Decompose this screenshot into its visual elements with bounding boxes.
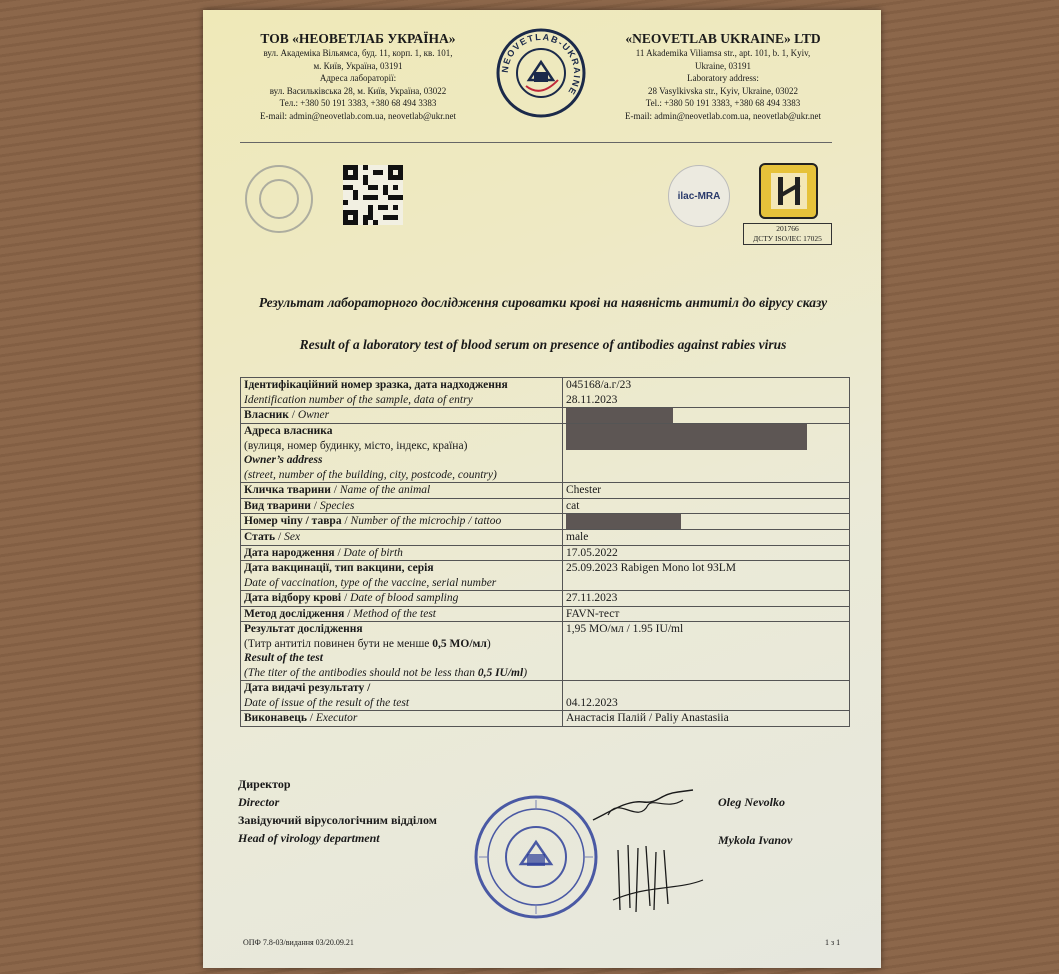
row-label-en: Owner’s address [244,454,323,466]
head-name: Mykola Ivanov [718,833,793,847]
row-label: Ідентифікаційний номер зразка, дата надходження [244,379,508,391]
header-ukrainian [233,30,483,122]
table-row: Номер чіпу / тавра / Number of the microchip / tattoo [241,514,850,530]
header-line: м. Київ, Україна, 03191 [313,60,403,71]
threshold-ua: 0,5 МО/мл [432,637,487,650]
sex-value: male [563,530,850,546]
header-line: Тел.: +380 50 191 3383, +380 68 494 3383 [279,98,437,108]
director-name: Oleg Nevolko [718,795,785,809]
head-title-en: Head of virology department [238,831,380,845]
official-stamp-icon [471,792,601,922]
vaccination-value: 25.09.2023 Rabigen Mono lot 93LM [563,561,850,591]
row-sublabel: ) [486,637,491,650]
header-line: E-mail: admin@neovetlab.com.ua, neovetlab@ukr.net [624,110,822,121]
row-label: Дата народження [244,546,335,559]
blood-sampling-date: 27.11.2023 [563,591,850,607]
test-result: 1,95 МО/мл / 1.95 IU/ml [563,622,850,681]
title-ukrainian: Результат лабораторного дослідження сироватки крові на наявність антитіл до вірусу сказу [258,295,828,310]
accreditation-standard: ДСТУ ISO/IEC 17025 [753,234,822,243]
header-line: Tel.: +380 50 191 3383, +380 68 494 3383 [645,98,801,108]
row-sublabel: (вулиця, номер будинку, місто, індекс, країна) [244,439,468,452]
row-label-en: Owner [297,409,330,421]
animal-name: Chester [563,483,850,499]
row-label: Метод дослідження [244,607,345,620]
header-line: вул. Васильківська 28, м. Київ, Україна, 03022 [269,85,447,96]
form-code: ОПФ 7.8-03/видання 03/20.09.21 [243,938,354,947]
table-row: Дата народження / Date of birth 17.05.2022 [241,545,850,561]
table-row: Вид тварини / Species cat [241,498,850,514]
page-counter: 1 з 1 [825,938,841,947]
svg-text:NEOVETLAB-UKRAINE: NEOVETLAB-UKRAINE [499,31,583,98]
row-label-en: Date of issue of the result of the test [244,696,410,709]
sample-id: 045168/а.г/23 [566,379,632,391]
birth-date: 17.05.2022 [563,545,850,561]
faded-seal-icon [245,165,313,233]
row-label-en: Date of vaccination, type of the vaccine, serial number [244,576,497,589]
redacted-address [566,424,807,450]
species-value: cat [563,498,850,514]
header-divider [240,142,832,143]
row-sublabel-en: (street, number of the building, city, postcode, country) [244,468,497,481]
table-row [241,561,850,591]
accreditation-label [743,223,832,245]
certificate-page [203,10,881,968]
row-label: Кличка тварини [244,484,331,496]
row-label-en: Date of blood sampling [350,592,459,604]
header-line: Ukraine, 03191 [695,60,751,71]
header-line: 28 Vasylkivska str., Kyiv, Ukraine, 03022 [648,85,798,96]
redacted-microchip [566,514,681,529]
results-table [240,377,850,727]
header-english [598,30,848,122]
company-name-ua: ТОВ «НЕОВЕТЛАБ УКРАЇНА» [260,31,456,46]
header-line: 11 Akademika Viliamsa str., apt. 101, b. 1, Kyiv, [635,48,811,58]
row-label: Результат дослідження [244,623,363,635]
row-label: Власник [244,409,289,421]
table-row: Стать / Sex male [241,530,850,546]
row-label-en: Number of the microchip / tattoo [350,515,502,527]
director-title-en: Director [238,795,280,809]
table-row [241,378,850,408]
row-label-en: Date of birth [343,546,403,559]
row-label: Адреса власника [244,425,333,437]
director-title-ua: Директор [238,777,291,791]
qr-code-icon [343,165,403,225]
row-label: Дата видачі результату / [244,682,371,694]
row-label-en: Sex [284,531,301,543]
accreditation-logo-icon [759,163,818,219]
company-name-en: «NEOVETLAB UKRAINE» LTD [625,31,821,46]
neovetlab-logo [496,28,586,118]
table-row [241,622,850,681]
threshold-en: 0,5 IU/ml [477,666,524,679]
head-title-ua: Завідуючий вірусологічним відділом [238,813,437,827]
row-label-en: Result of the test [244,652,323,664]
table-row: Дата відбору крові / Date of blood sampling 27.11.2023 [241,591,850,607]
table-row: Кличка тварини / Name of the animal Chester [241,483,850,499]
title-english: Result of a laboratory test of blood serum on presence of antibodies against rabies virus [299,337,787,352]
header-line: вул. Академіка Вільямса, буд. 11, корп. 1, кв. 101, [263,48,453,58]
row-label: Вид тварини [244,499,311,512]
test-method: FAVN-тест [563,606,850,622]
row-label-en: Name of the animal [339,484,431,496]
table-row: Метод дослідження / Method of the test FAVN-тест [241,606,850,622]
row-label: Номер чіпу / тавра [244,515,342,527]
row-label-en: Method of the test [353,607,436,620]
handwritten-signature-icon [588,780,708,920]
signatory-titles [238,775,437,847]
entry-date: 28.11.2023 [566,393,618,406]
table-row: Виконавець / Executor Анастасія Палій / Paliy Anastasiia [241,711,850,727]
row-label-en: Species [319,499,355,512]
row-label-en: Identification number of the sample, data of entry [244,393,473,406]
header-line: Адреса лабораторії: [319,73,397,83]
row-sublabel-en: (The titer of the antibodies should not be less than [244,666,478,679]
row-sublabel-en: ) [523,666,528,679]
ilac-mra-logo: ilac-MRA [668,165,730,227]
row-label: Виконавець [244,712,307,724]
table-row: Власник / Owner [241,408,850,424]
row-label: Стать [244,531,276,543]
executor-name: Анастасія Палій / Paliy Anastasiia [563,711,850,727]
row-label-en: Executor [315,712,358,724]
row-label: Дата вакцинації, тип вакцини, серія [244,562,434,574]
header-line: E-mail: admin@neovetlab.com.ua, neovetlab@ukr.net [259,110,457,121]
accreditation-number: 201766 [776,224,799,233]
header-line: Laboratory address: [687,73,759,83]
redacted-owner [566,408,673,423]
row-sublabel: (Титр антитіл повинен бути не менше [244,637,433,650]
issue-date: 04.12.2023 [563,681,850,711]
table-row [241,681,850,711]
row-label: Дата відбору крові [244,592,342,604]
table-row [241,424,850,483]
